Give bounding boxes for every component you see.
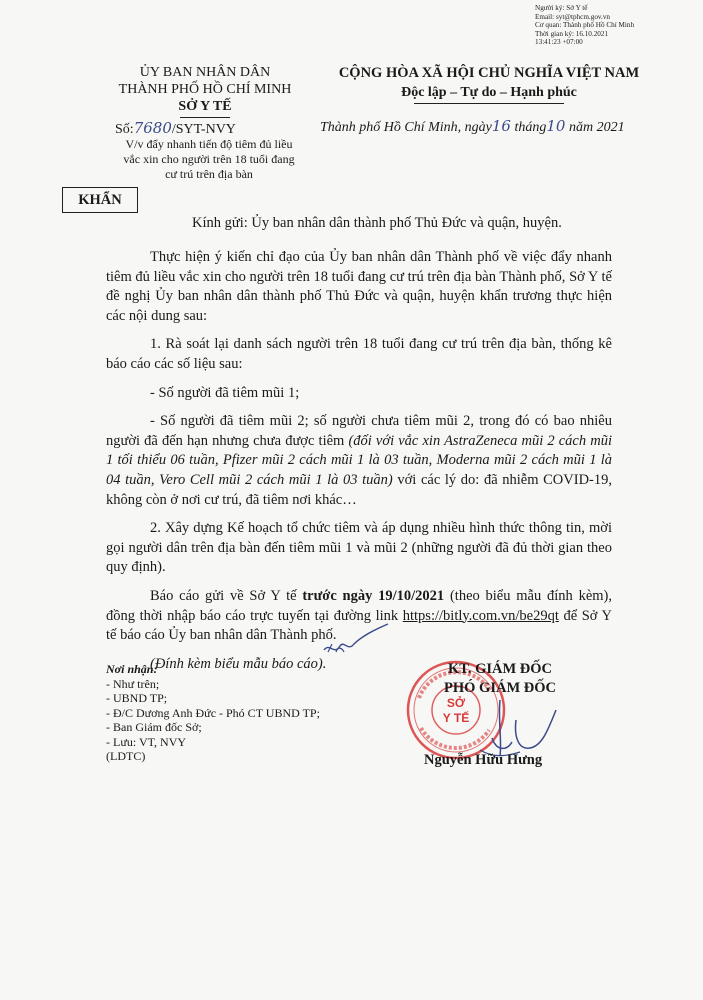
report-link[interactable]: https://bitly.com.vn/be29qt — [402, 607, 559, 624]
issuer-header — [96, 64, 314, 118]
docno-suffix: /SYT-NVY — [171, 122, 236, 137]
document-number — [115, 119, 315, 138]
subject-line: vắc xin cho người trên 18 tuổi đang — [123, 152, 295, 166]
seal-center-line1: SỞ — [446, 696, 466, 710]
subject-line: cư trú trên địa bàn — [165, 167, 253, 181]
issuer-line2: THÀNH PHỐ HỒ CHÍ MINH — [118, 82, 292, 97]
recipient-item: - Đ/C Dương Anh Đức - Phó CT UBND TP; — [106, 705, 320, 720]
issuer-line1: ỦY BAN NHÂN DÂN — [139, 65, 271, 80]
issuer-department: SỞ Y TẾ — [178, 99, 232, 114]
handwritten-mark-icon — [322, 622, 392, 662]
month-label: tháng — [514, 120, 547, 135]
sig-email: Email: syt@tphcm.gov.vn — [535, 12, 611, 21]
date-month: 10 — [546, 117, 566, 135]
body-paragraph: - Số người đã tiêm mũi 1; — [150, 384, 300, 401]
national-title: CỘNG HÒA XÃ HỘI CHỦ NGHĨA VIỆT NAM — [338, 65, 640, 81]
document-body — [106, 248, 612, 683]
sig-time-label: Thời gian ký: 16.10.2021 — [535, 29, 609, 38]
docno-prefix: Số: — [115, 122, 134, 137]
signer-line2: PHÓ GIÁM ĐỐC — [444, 680, 556, 696]
body-paragraph: 2. Xây dựng Kế hoạch tổ chức tiêm và áp dụng nhiều hình thức thông tin, mời gọi người dân trên địa bàn đến tiêm mũi 1 và mũi 2 (những người đã đủ thời gian theo quy định). — [106, 520, 612, 576]
signer-line1: KT. GIÁM ĐỐC — [447, 661, 553, 677]
seal-center-line2: Y TẾ — [442, 711, 470, 725]
recipients-title: Nơi nhận: — [106, 662, 158, 676]
body-paragraph — [106, 412, 612, 510]
national-motto: Độc lập – Tự do – Hạnh phúc — [401, 85, 577, 100]
attachment-note-text: (Đính kèm biểu mẫu báo cáo). — [150, 655, 327, 672]
addressee: Kính gửi: Ủy ban nhân dân thành phố Thủ Đức và quận, huyện. — [192, 215, 562, 231]
date-day: 16 — [491, 117, 511, 135]
sig-agency: Cơ quan: Thành phố Hồ Chí Minh — [535, 21, 635, 30]
header-divider — [180, 117, 230, 118]
p4-italic: (đối với vắc xin AstraZeneca mũi 2 cách mũi 1 tối thiểu 06 tuần, Pfizer mũi 2 cách mũi 1 là 03 tuần, Moderna mũi 2 cách mũi 1 là 04 tuần, Vero Cell mũi 2 cách mũi 1 là 03 tuần) — [106, 432, 612, 488]
document-subject — [100, 137, 318, 182]
p6-text: Báo cáo gửi về Sở Y tế — [150, 587, 303, 604]
body-paragraph: 1. Rà soát lại danh sách người trên 18 tuổi đang cư trú trên địa bàn, thống kê báo cáo các số liệu sau: — [106, 336, 612, 372]
signer-name: Nguyễn Hữu Hưng — [424, 752, 543, 768]
p4-text: - Số người đã tiêm mũi 2; số người chưa tiêm mũi 2, trong đó có bao nhiêu người đã đến hạn nhưng chưa được tiêm — [106, 413, 612, 449]
date-year: năm 2021 — [568, 120, 625, 135]
recipients-block — [106, 662, 366, 764]
body-paragraph: Thực hiện ý kiến chỉ đạo của Ủy ban nhân dân Thành phố về việc đẩy nhanh tiêm đủ liều vắc xin cho người trên 18 tuổi đang cư trú trên địa bàn Thành phố, Sở Y tế đề nghị Ủy ban nhân dân thành phố Thủ Đức và quận, huyện khẩn trương thực hiện các nội dung sau: — [106, 249, 612, 324]
motto-divider — [414, 103, 564, 104]
date-prefix: Thành phố Hồ Chí Minh, ngày — [320, 120, 492, 135]
recipient-item: (LDTC) — [106, 749, 146, 763]
urgency-box: KHẨN — [62, 187, 138, 213]
p6-text-mid: (theo biểu mẫu đính kèm), đồng thời nhập báo cáo trực tuyến tại đường link — [106, 587, 612, 624]
place-and-date — [320, 117, 665, 136]
sig-time-value: 13:41:23 +07:00 — [535, 38, 583, 47]
national-header — [318, 64, 660, 104]
digital-signature-info — [535, 4, 695, 47]
recipient-item: - UBND TP; — [106, 691, 168, 705]
sig-signer: Người ký: Sở Y tế — [535, 4, 588, 12]
p6-text-end: để Sở Y tế báo cáo Ủy ban nhân dân Thành phố. — [106, 607, 612, 644]
recipient-item: - Lưu: VT, NVY — [106, 734, 187, 749]
docno-handwritten: 7680 — [133, 119, 172, 137]
subject-line: V/v đẩy nhanh tiến độ tiêm đủ liều — [125, 137, 293, 151]
p4-text-end: với các lý do: đã nhiễm COVID-19, không còn ở nơi cư trú, đã tiêm nơi khác… — [106, 471, 613, 508]
recipient-item: - Như trên; — [106, 676, 160, 691]
recipient-item: - Ban Giám đốc Sở; — [106, 720, 202, 734]
deadline: trước ngày 19/10/2021 — [302, 587, 445, 604]
